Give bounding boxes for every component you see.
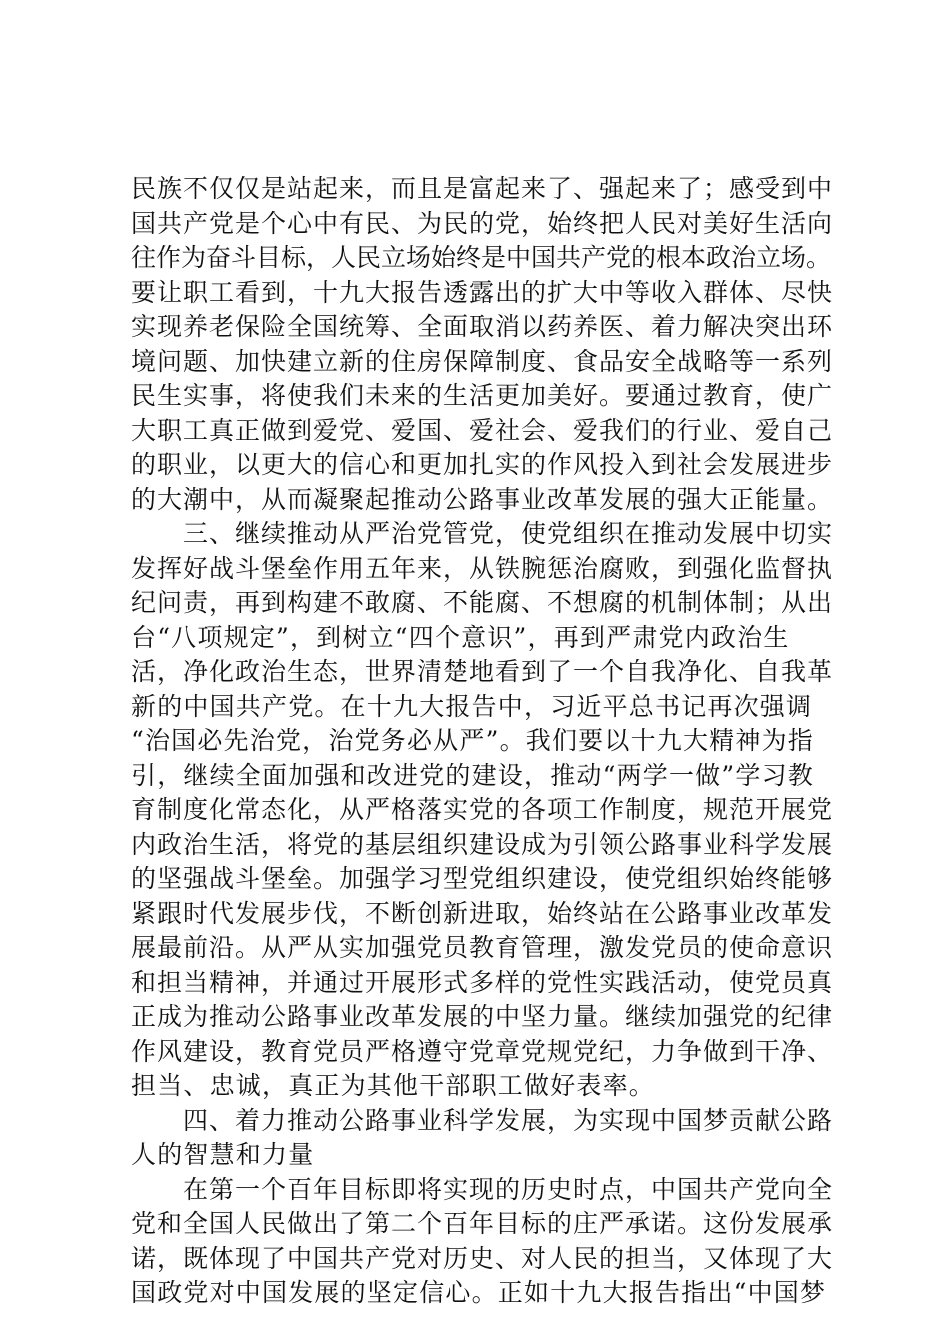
text-line: 和担当精神，并通过开展形式多样的党性实践活动，使党员真 [131, 967, 834, 997]
text-line: 诺，既体现了中国共产党对历史、对人民的担当，又体现了大 [131, 1243, 834, 1273]
text-line: 引，继续全面加强和改进党的建设，推动“两学一做”学习教 [131, 760, 814, 790]
text-line: 作风建设，教育党员严格遵守党章党规党纪，力争做到干净、 [131, 1036, 834, 1066]
text-line: 正成为推动公路事业改革发展的中坚力量。继续加强党的纪律 [131, 1002, 834, 1031]
section-heading-line: 三、继续推动从严治党管党，使党组织在推动发展中切实 [131, 519, 834, 548]
text-line: 的坚强战斗堡垒。加强学习型党组织建设，使党组织始终能够 [131, 864, 834, 893]
text-line: 育制度化常态化，从严格落实党的各项工作制度，规范开展党 [131, 795, 834, 824]
section-heading-line: 人的智慧和力量 [131, 1140, 315, 1169]
text-line: 大职工真正做到爱党、爱国、爱社会、爱我们的行业、爱自己 [131, 415, 834, 445]
text-line: 要让职工看到，十九大报告透露出的扩大中等收入群体、尽快 [131, 277, 834, 307]
text-line: 的职业，以更大的信心和更加扎实的作风投入到社会发展进步 [131, 450, 834, 479]
text-line: 党和全国人民做出了第二个百年目标的庄严承诺。这份发展承 [131, 1209, 834, 1238]
text-line: “治国必先治党，治党务必从严”。我们要以十九大精神为指 [131, 726, 814, 755]
text-line: 展最前沿。从严从实加强党员教育管理，激发党员的使命意识 [131, 933, 834, 962]
text-line: 实现养老保险全国统筹、全面取消以药养医、着力解决突出环 [131, 312, 834, 341]
text-line: 的大潮中，从而凝聚起推动公路事业改革发展的强大正能量。 [131, 484, 834, 514]
section-heading-line: 四、着力推动公路事业科学发展，为实现中国梦贡献公路 [131, 1105, 834, 1135]
text-line: 境问题、加快建立新的住房保障制度、食品安全战略等一系列 [131, 346, 834, 376]
text-line: 内政治生活，将党的基层组织建设成为引领公路事业科学发展 [131, 829, 834, 859]
text-line: 新的中国共产党。在十九大报告中，习近平总书记再次强调 [131, 691, 813, 721]
text-line: 国共产党是个心中有民、为民的党，始终把人民对美好生活向 [131, 208, 834, 238]
text-line: 往作为奋斗目标，人民立场始终是中国共产党的根本政治立场。 [131, 243, 832, 272]
text-line: 纪问责，再到构建不敢腐、不能腐、不想腐的机制体制；从出 [131, 588, 834, 617]
text-line: 担当、忠诚，真正为其他干部职工做好表率。 [131, 1071, 656, 1100]
body-text [131, 172, 834, 1311]
text-line: 国政党对中国发展的坚定信心。正如十九大报告指出“中国梦 [131, 1278, 827, 1307]
text-line: 活，净化政治生态，世界清楚地看到了一个自我净化、自我革 [131, 657, 834, 686]
text-line: 在第一个百年目标即将实现的历史时点，中国共产党向全 [131, 1174, 834, 1204]
text-line: 民生实事，将使我们未来的生活更加美好。要通过教育，使广 [131, 381, 834, 410]
text-line: 台“八项规定”，到树立“四个意识”，再到严肃党内政治生 [131, 622, 790, 652]
text-line: 发挥好战斗堡垒作用五年来，从铁腕惩治腐败，到强化监督执 [131, 553, 834, 583]
text-line: 紧跟时代发展步伐，不断创新进取，始终站在公路事业改革发 [131, 898, 834, 928]
text-line: 民族不仅仅是站起来，而且是富起来了、强起来了；感受到中 [131, 174, 834, 203]
